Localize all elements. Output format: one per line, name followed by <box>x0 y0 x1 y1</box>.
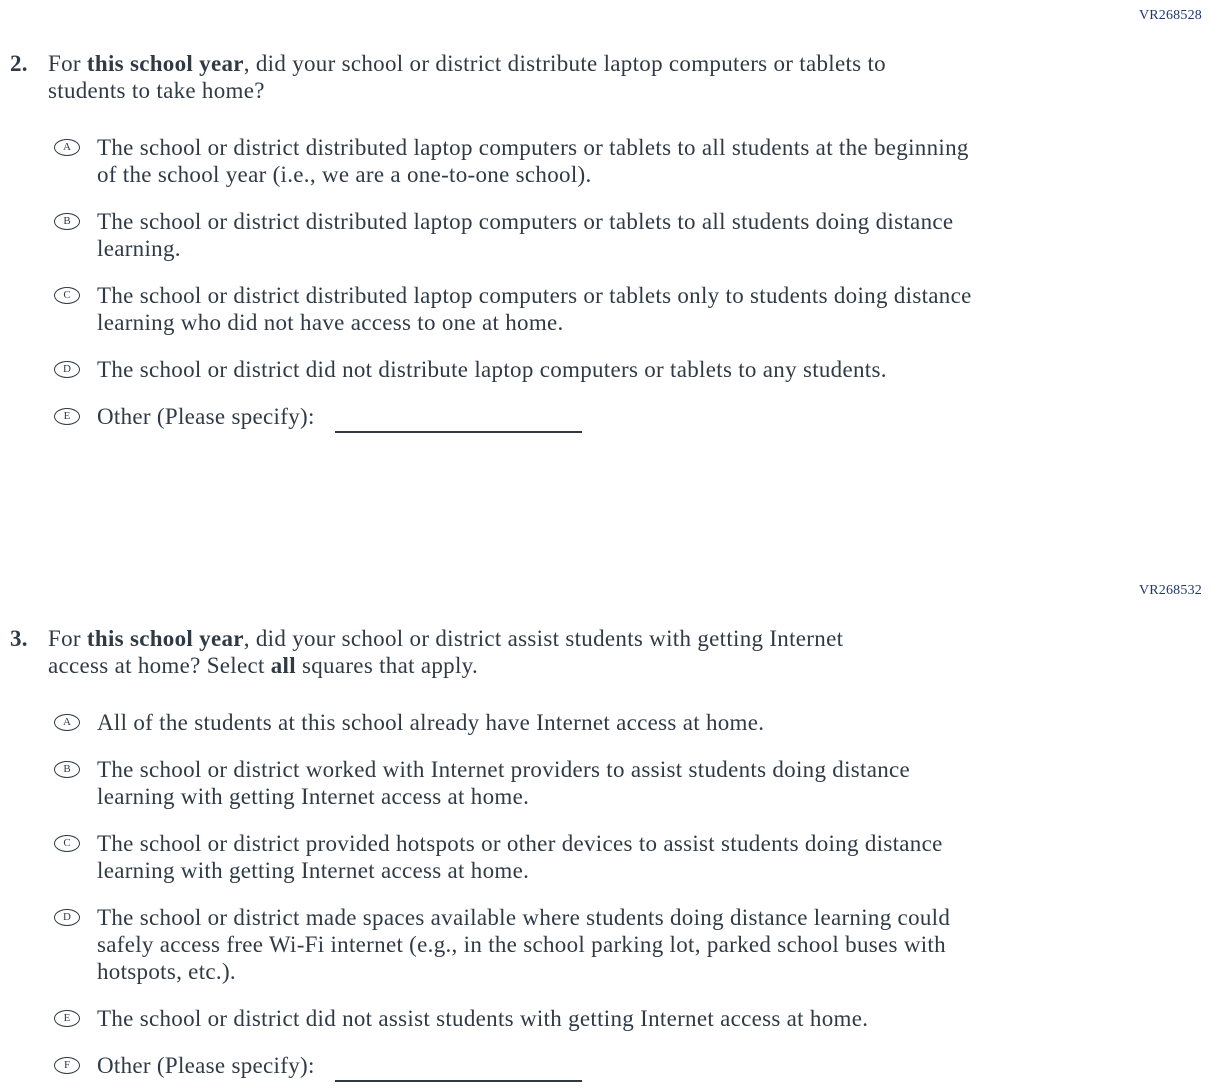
q2-option-d-bubble[interactable] <box>54 361 80 378</box>
option-text <box>97 830 943 884</box>
prompt-segment: squares that apply. <box>295 653 479 678</box>
q2-option-e <box>54 403 1212 433</box>
option-letter: F <box>63 1059 71 1071</box>
option-text-line: All of the students at this school already have Internet access at home. <box>97 710 765 735</box>
option-text-line: The school or district distributed laptop computers or tablets to all students at the beginning <box>97 135 969 160</box>
q3-option-c-bubble[interactable] <box>54 835 80 852</box>
q2-option-a-bubble[interactable] <box>54 139 80 156</box>
q3-option-c <box>54 830 1212 884</box>
q3-option-e <box>54 1005 1212 1032</box>
form-code-row <box>0 0 1212 24</box>
option-letter: A <box>63 716 71 728</box>
prompt-segment-bold: all <box>270 653 296 678</box>
prompt-line <box>48 625 843 652</box>
option-text <box>97 403 582 433</box>
q3-option-f-bubble[interactable] <box>54 1057 80 1074</box>
q2-option-a <box>54 134 1212 188</box>
option-text-line: hotspots, etc.). <box>97 959 236 984</box>
option-text-line: The school or district did not assist students with getting Internet access at home. <box>97 1006 869 1031</box>
option-text <box>97 1052 582 1082</box>
q3-other-specify-input[interactable] <box>335 1062 582 1082</box>
prompt-segment: students to take home? <box>48 78 265 103</box>
other-label: Other (Please specify): <box>97 404 315 429</box>
option-text <box>97 356 887 383</box>
question-prompt <box>48 50 886 104</box>
question-prompt <box>48 625 843 679</box>
option-text <box>97 208 953 262</box>
option-text-line: The school or district worked with Internet providers to assist students doing distance <box>97 757 911 782</box>
option-letter: A <box>63 141 71 153</box>
form-code-row <box>0 575 1212 599</box>
option-text <box>97 756 910 810</box>
q3-option-d-bubble[interactable] <box>54 909 80 926</box>
option-letter: D <box>63 363 71 375</box>
prompt-line <box>48 50 886 77</box>
question-3 <box>0 625 1212 1082</box>
prompt-segment-bold: this school year <box>86 51 244 76</box>
prompt-segment: For <box>48 626 87 651</box>
question-2-options <box>0 134 1212 433</box>
option-text <box>97 134 969 188</box>
option-text-line: learning with getting Internet access at home. <box>97 784 530 809</box>
option-text-line: learning who did not have access to one at home. <box>97 310 564 335</box>
option-letter: C <box>63 289 71 301</box>
q2-option-b-bubble[interactable] <box>54 213 80 230</box>
q2-option-c-bubble[interactable] <box>54 287 80 304</box>
other-label: Other (Please specify): <box>97 1053 315 1078</box>
q3-option-a <box>54 709 1212 736</box>
option-text-line: The school or district distributed laptop computers or tablets to all students doing distance <box>97 209 954 234</box>
option-text <box>97 904 950 985</box>
q2-other-specify-input[interactable] <box>335 413 582 433</box>
prompt-segment: , did your school or district distribute laptop computers or tablets to <box>243 51 886 76</box>
option-text-line: of the school year (i.e., we are a one-to-one school). <box>97 162 592 187</box>
question-number: 3. <box>10 626 28 651</box>
option-text-line: The school or district did not distribute laptop computers or tablets to any students. <box>97 357 887 382</box>
prompt-segment: access at home? Select <box>48 653 271 678</box>
q3-option-b-bubble[interactable] <box>54 761 80 778</box>
q2-option-c <box>54 282 1212 336</box>
q3-option-a-bubble[interactable] <box>54 714 80 731</box>
option-text-line <box>97 403 582 433</box>
option-text-line: The school or district distributed laptop computers or tablets only to students doing distance <box>97 283 972 308</box>
q3-option-e-bubble[interactable] <box>54 1010 80 1027</box>
prompt-line <box>48 77 886 104</box>
prompt-line <box>48 652 843 679</box>
option-letter: B <box>63 763 71 775</box>
option-letter: C <box>63 837 71 849</box>
option-text <box>97 709 764 736</box>
question-number: 2. <box>10 51 28 76</box>
prompt-segment: , did your school or district assist students with getting Internet <box>243 626 844 651</box>
q3-option-b <box>54 756 1212 810</box>
option-letter: D <box>63 911 71 923</box>
option-text <box>97 282 972 336</box>
question-2 <box>0 50 1212 433</box>
q2-option-e-bubble[interactable] <box>54 408 80 425</box>
option-text-line: safely access free Wi-Fi internet (e.g., in the school parking lot, parked school buses with <box>97 932 946 957</box>
option-text <box>97 1005 868 1032</box>
option-text-line <box>97 1052 582 1082</box>
option-text-line: learning with getting Internet access at home. <box>97 858 530 883</box>
question-3-header <box>0 625 1212 679</box>
question-2-header <box>0 50 1212 104</box>
q2-option-b <box>54 208 1212 262</box>
prompt-segment: For <box>48 51 87 76</box>
option-letter: E <box>63 1012 71 1024</box>
q3-option-d <box>54 904 1212 985</box>
option-letter: B <box>63 215 71 227</box>
option-text-line: The school or district made spaces available where students doing distance learning could <box>97 905 951 930</box>
q2-option-d <box>54 356 1212 383</box>
form-code: VR268532 <box>1138 583 1202 598</box>
question-3-options <box>0 709 1212 1082</box>
option-text-line: The school or district provided hotspots or other devices to assist students doing distance <box>97 831 943 856</box>
q3-option-f <box>54 1052 1212 1082</box>
form-code: VR268528 <box>1138 8 1202 23</box>
prompt-segment-bold: this school year <box>86 626 244 651</box>
option-text-line: learning. <box>97 236 181 261</box>
option-letter: E <box>63 410 71 422</box>
